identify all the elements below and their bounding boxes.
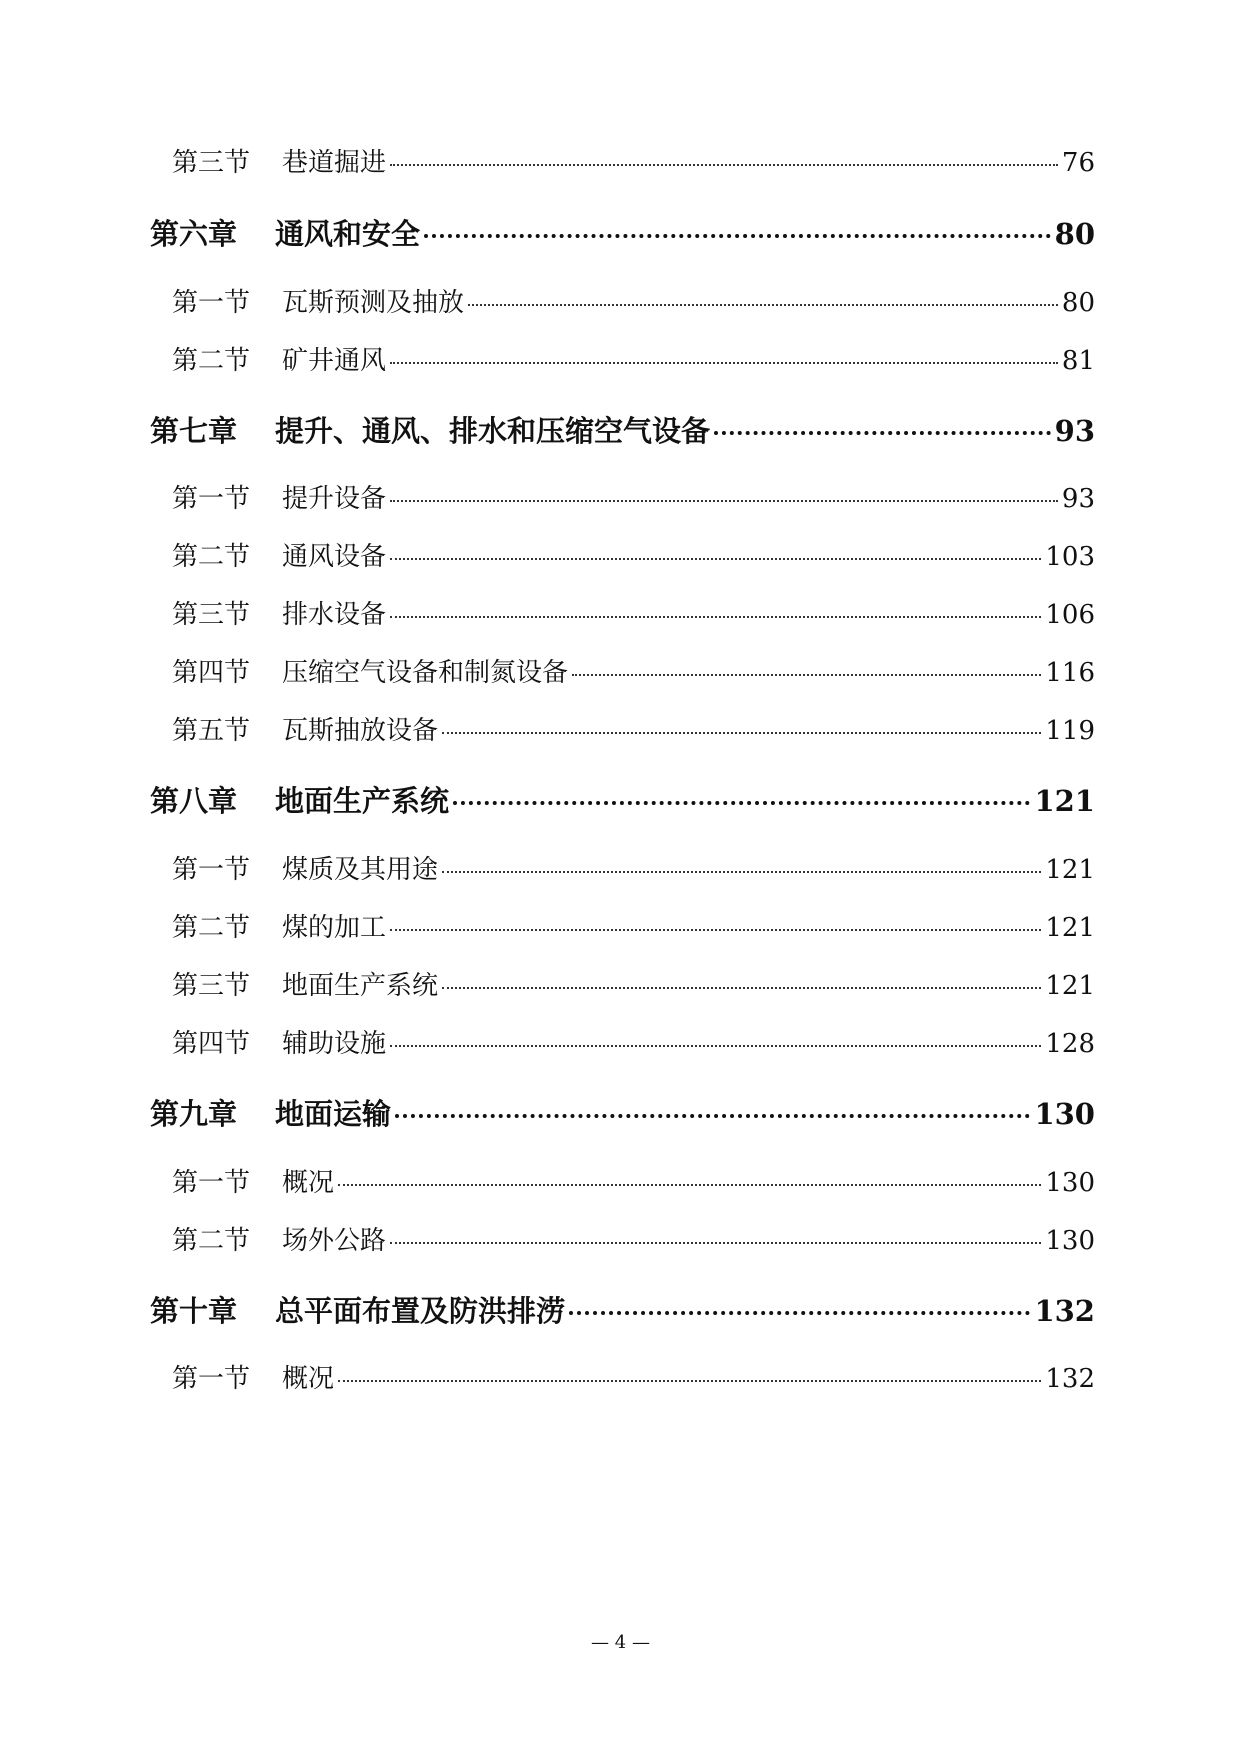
toc-entry-title: 瓦斯预测及抽放 (282, 288, 465, 318)
toc-entry-title: 排水设备 (282, 600, 387, 630)
toc-entry-label: 第三节 (172, 148, 251, 178)
toc-chapter-label: 第十章 (150, 1294, 238, 1328)
toc-entry-title: 辅助设施 (282, 1029, 387, 1059)
toc-entry-page: 121 (1045, 971, 1095, 1001)
toc-chapter[interactable] (150, 1289, 1095, 1330)
toc-chapter[interactable] (150, 212, 1095, 253)
toc-entry-page: 76 (1061, 148, 1095, 178)
toc-entry-title: 通风设备 (282, 542, 387, 572)
toc-entry-title: 概况 (282, 1364, 335, 1394)
toc-entry[interactable] (150, 142, 1095, 179)
dot-leader (714, 431, 1051, 435)
toc-entry-label: 第五节 (172, 716, 251, 746)
toc-entry-page: 80 (1061, 288, 1095, 318)
toc-entry-title: 概况 (282, 1168, 335, 1198)
toc-chapter-page: 121 (1034, 784, 1095, 818)
dot-leader (442, 871, 1041, 873)
toc-entry-page: 119 (1045, 716, 1095, 746)
toc-entry-label: 第一节 (172, 855, 251, 885)
dot-leader (424, 234, 1051, 238)
toc-entry-title: 场外公路 (282, 1226, 387, 1256)
dot-leader (390, 616, 1041, 618)
toc-chapter-label: 第八章 (150, 784, 238, 818)
toc-entry-title: 矿井通风 (282, 346, 387, 376)
toc-entry-title: 压缩空气设备和制氮设备 (282, 658, 569, 688)
dot-leader (468, 304, 1058, 306)
dot-leader (442, 732, 1041, 734)
dot-leader (338, 1380, 1041, 1382)
toc-entry-label: 第一节 (172, 484, 251, 514)
dot-leader (569, 1311, 1030, 1315)
toc-chapter[interactable] (150, 409, 1095, 450)
toc-entry-title: 煤的加工 (282, 913, 387, 943)
toc-chapter-title: 地面运输 (275, 1097, 392, 1131)
toc-entry[interactable] (150, 340, 1095, 377)
toc-entry-page: 106 (1045, 600, 1095, 630)
toc-entry-page: 93 (1061, 484, 1095, 514)
toc-entry[interactable] (150, 1162, 1095, 1199)
toc-entry-page: 130 (1045, 1226, 1095, 1256)
toc-entry[interactable] (150, 849, 1095, 886)
dot-leader (390, 929, 1041, 931)
toc-entry-title: 提升设备 (282, 484, 387, 514)
toc-entry-title: 地面生产系统 (282, 971, 439, 1001)
toc-chapter-page: 132 (1034, 1294, 1095, 1328)
toc-entry[interactable] (150, 536, 1095, 573)
toc-chapter-label: 第九章 (150, 1097, 238, 1131)
toc-entry-page: 130 (1045, 1168, 1095, 1198)
toc-entry[interactable] (150, 594, 1095, 631)
dot-leader (395, 1114, 1030, 1118)
toc-entry-title: 巷道掘进 (282, 148, 387, 178)
dot-leader (453, 801, 1030, 805)
toc-entry-label: 第三节 (172, 971, 251, 1001)
toc-entry-label: 第二节 (172, 1226, 251, 1256)
toc-entry-label: 第二节 (172, 913, 251, 943)
dot-leader (390, 1242, 1041, 1244)
toc-entry-label: 第二节 (172, 542, 251, 572)
dot-leader (572, 674, 1041, 676)
toc-entry-label: 第一节 (172, 1168, 251, 1198)
toc-entry[interactable] (150, 652, 1095, 689)
toc-entry-page: 81 (1061, 346, 1095, 376)
toc-chapter-page: 130 (1034, 1097, 1095, 1131)
toc-chapter-label: 第七章 (150, 414, 238, 448)
toc-chapter-label: 第六章 (150, 217, 238, 251)
toc-entry[interactable] (150, 710, 1095, 747)
dot-leader (390, 164, 1058, 166)
toc-entry[interactable] (150, 965, 1095, 1002)
toc-entry-label: 第四节 (172, 658, 251, 688)
toc-entry-label: 第四节 (172, 1029, 251, 1059)
toc-entry-label: 第二节 (172, 346, 251, 376)
toc-entry-title: 瓦斯抽放设备 (282, 716, 439, 746)
toc-entry[interactable] (150, 282, 1095, 319)
toc-entry-page: 128 (1045, 1029, 1095, 1059)
toc-entry[interactable] (150, 1358, 1095, 1395)
toc-entry-page: 103 (1045, 542, 1095, 572)
toc-chapter-page: 93 (1054, 414, 1095, 448)
toc-entry[interactable] (150, 1220, 1095, 1257)
toc-chapter-title: 地面生产系统 (275, 784, 450, 818)
toc-entry[interactable] (150, 907, 1095, 944)
toc-entry-page: 132 (1045, 1364, 1095, 1394)
dot-leader (338, 1184, 1041, 1186)
dot-leader (390, 1045, 1041, 1047)
toc-entry-label: 第一节 (172, 288, 251, 318)
toc-entry[interactable] (150, 478, 1095, 515)
page-number: — 4 — (591, 1632, 650, 1653)
toc-chapter[interactable] (150, 779, 1095, 820)
dot-leader (442, 987, 1041, 989)
toc-entry-label: 第三节 (172, 600, 251, 630)
toc-entry-page: 121 (1045, 855, 1095, 885)
toc-entry-page: 116 (1045, 658, 1095, 688)
dot-leader (390, 558, 1041, 560)
toc-entry-title: 煤质及其用途 (282, 855, 439, 885)
toc-chapter-title: 通风和安全 (275, 217, 421, 251)
toc-entry[interactable] (150, 1023, 1095, 1060)
toc-chapter-title: 总平面布置及防洪排涝 (275, 1294, 566, 1328)
dot-leader (390, 362, 1058, 364)
toc-chapter-title: 提升、通风、排水和压缩空气设备 (275, 414, 711, 448)
toc-entry-label: 第一节 (172, 1364, 251, 1394)
toc-entry-page: 121 (1045, 913, 1095, 943)
toc-chapter-page: 80 (1054, 217, 1095, 251)
toc-chapter[interactable] (150, 1092, 1095, 1133)
dot-leader (390, 500, 1058, 502)
